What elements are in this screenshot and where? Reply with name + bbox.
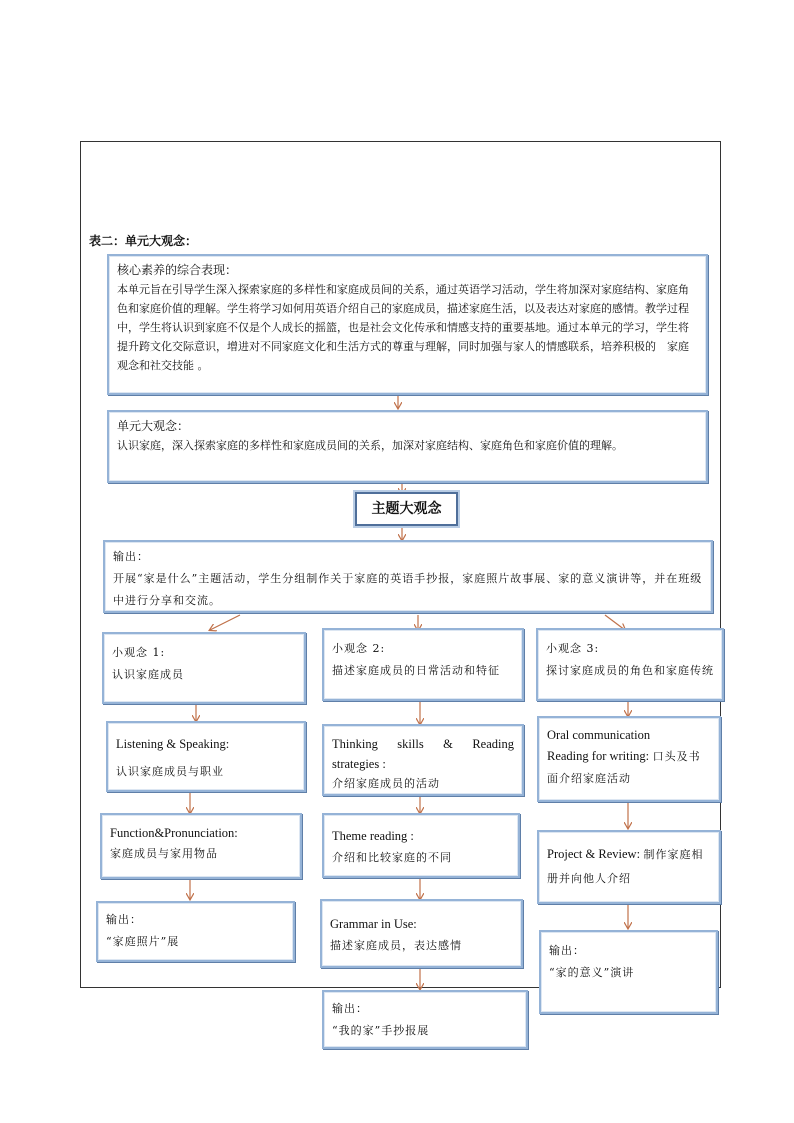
col1-idea-title: 小观念 1: <box>112 646 166 659</box>
col1-step2-box <box>100 813 302 879</box>
col2-idea-title: 小观念 2: <box>332 642 386 655</box>
col1-step1-cn: 认识家庭成员与职业 <box>116 765 224 778</box>
col3-idea-text: 探讨家庭成员的角色和家庭传统 <box>546 664 714 677</box>
output-main-text: 开展“家是什么”主题活动，学生分组制作关于家庭的英语手抄报，家庭照片故事展、家的意义演讲等，并在班级中进行分享和交流。 <box>113 572 703 607</box>
col3-step2-line <box>547 842 711 891</box>
col2-step1-en: Thinking skills & Reading strategies : <box>332 737 514 771</box>
col2-output-box <box>322 990 528 1049</box>
col3-step1-cn: 口头及书面介绍家庭活动 <box>547 750 701 785</box>
col2-step2-en: Theme reading : <box>332 829 414 843</box>
col3-idea-box <box>536 628 724 701</box>
theme-idea-box: 主题大观念 <box>355 492 458 526</box>
unit-idea-box <box>107 410 708 483</box>
col2-output-text: “我的家”手抄报展 <box>332 1024 430 1037</box>
col2-step3-cn: 描述家庭成员，表达感情 <box>330 939 462 952</box>
col2-step3-en: Grammar in Use: <box>330 917 417 931</box>
col2-step3-box <box>320 899 523 968</box>
col2-idea-box <box>322 628 524 701</box>
col1-step2-en: Function&Pronunciation: <box>110 826 238 840</box>
col1-idea-text: 认识家庭成员 <box>112 668 184 681</box>
col1-output-text: “家庭照片”展 <box>106 935 180 948</box>
col3-step2-cn: 制作家庭相册并向他人介绍 <box>547 848 704 885</box>
col3-step1-line2 <box>547 746 711 790</box>
col2-step2-box <box>322 813 520 878</box>
table-caption: 表二：单元大观念： <box>89 234 198 248</box>
col2-step1-cn: 介绍家庭成员的活动 <box>332 777 440 790</box>
core-text: 本单元旨在引导学生深入探索家庭的多样性和家庭成员间的关系，通过英语学习活动，学生将加深对家庭结构、家庭角色和家庭价值的理解。学生将学习如何用英语介绍自己的家庭成员，描述家庭生活，以及表达对家庭的感情。教学过程中，学生将认识到家庭不仅是个人成长的摇篮，也是社会文化传承和情感支持的重要基地。通过本单元的学习，学生将提升跨文化交际意识，增进对不同家庭文化和生活方式的尊重与理解，同时加强与家人的情感联系，培养积极的 家庭观念和社交技能 。 <box>117 283 689 372</box>
col3-step1-box <box>537 716 721 802</box>
col2-idea-text: 描述家庭成员的日常活动和特征 <box>332 664 500 677</box>
core-title: 核心素养的综合表现： <box>117 263 238 277</box>
unit-title: 单元大观念： <box>117 419 190 433</box>
col2-output-title: 输出： <box>332 1002 368 1015</box>
col1-output-box <box>96 901 295 962</box>
col1-output-title: 输出： <box>106 913 142 926</box>
col3-output-text: “家的意义”演讲 <box>549 966 635 979</box>
unit-text: 认识家庭，深入探索家庭的多样性和家庭成员间的关系，加深对家庭结构、家庭角色和家庭价值的理解。 <box>117 439 623 452</box>
col3-step2-en: Project & Review: <box>547 847 641 861</box>
col3-output-title: 输出： <box>549 944 585 957</box>
core-competency-box <box>107 254 708 395</box>
col3-idea-title: 小观念 3: <box>546 642 600 655</box>
output-main-title: 输出： <box>113 550 149 563</box>
col1-step1-box <box>106 721 306 792</box>
col2-step1-box <box>322 724 524 796</box>
col1-idea-box <box>102 632 306 704</box>
output-main-box <box>103 540 713 613</box>
col3-step2-box <box>537 830 721 904</box>
arrow-output-col1 <box>210 615 240 630</box>
col3-step1-en2: Reading for writing: <box>547 749 650 763</box>
col1-step1-en: Listening & Speaking: <box>116 737 230 751</box>
col2-step2-cn: 介绍和比较家庭的不同 <box>332 851 452 864</box>
col3-step1-en1: Oral communication <box>547 728 651 742</box>
col1-step2-cn: 家庭成员与家用物品 <box>110 847 218 860</box>
col3-output-box <box>539 930 718 1014</box>
